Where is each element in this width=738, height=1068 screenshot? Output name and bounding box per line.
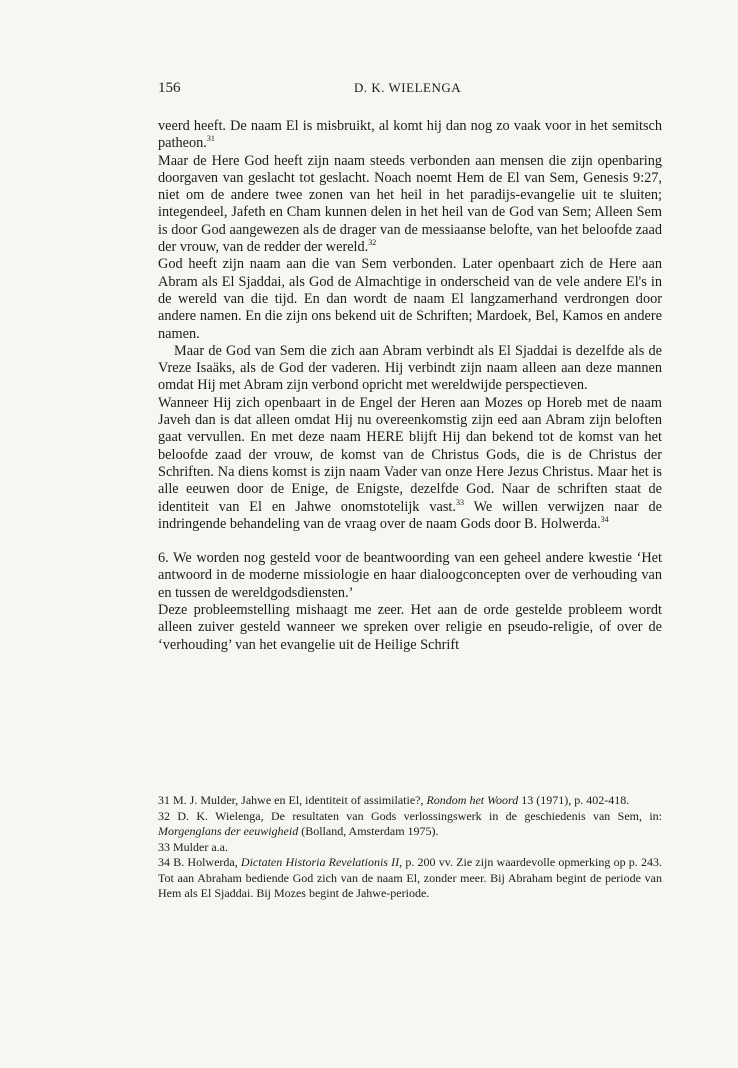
section-paragraph [158, 550, 662, 602]
footnote [158, 793, 662, 809]
paragraph [158, 153, 662, 257]
footnote-text: 34 B. Holwerda, [158, 855, 241, 869]
footnote [158, 840, 662, 856]
footnote-ref: 32 [368, 238, 377, 248]
footnotes [158, 793, 662, 902]
paragraph-text: Maar de Here God heeft zijn naam steeds verbonden aan mensen die zijn openbaring doorgaven van geslacht tot geslacht. Noach noemt Hem de El van Sem, Genesis 9:27, niet om de andere twee zonen van het heil in het paradijs-evangelie uit te sluiten; integendeel, Jafeth en Cham kunnen delen in het heil van de God van Sem; Alleen Sem is door God aangewezen als de drager van de messiaanse belofte, van het beloofde zaad der vrouw, van de redder der wereld. [158, 152, 662, 256]
body-text [158, 118, 662, 654]
paragraph-text: We willen verwijzen naar de indringende behandeling van de vraag over de naam Gods door B. Holwerda. [158, 498, 662, 532]
paragraph-text: 6. We worden nog gesteld voor de beantwoording van een geheel andere kwestie ‘Het antwoord in de moderne missiologie en haar dialoogconcepten over de verhouding van en tussen de wereldgodsdiensten.’ [158, 550, 662, 601]
paragraph-text: veerd heeft. De naam El is misbruikt, al komt hij dan nog zo vaak voor in het semitsch patheon. [158, 118, 662, 152]
paragraph-text: God heeft zijn naam aan die van Sem verbonden. Later openbaart zich de Here aan Abram als El Sjaddai, als God de Almachtige in onderscheid van de vele andere El's in de wereld van die tijd. En dan wordt de naam El langzamerhand verdrongen door andere namen. En die zijn ons bekend uit de Schriften; Mardoek, Bel, Kamos en andere namen. [158, 256, 662, 342]
footnote-text: 31 M. J. Mulder, Jahwe en El, identiteit of assimilatie?, [158, 793, 427, 807]
footnote-text: 32 D. K. Wielenga, De resultaten van Gods verlossingswerk in de geschiedenis van Sem, in: [158, 808, 662, 823]
paragraph [158, 395, 662, 533]
paragraph [158, 602, 662, 654]
footnote-text: 13 (1971), p. 402-418. [518, 793, 630, 807]
paragraph-text: Wanneer Hij zich openbaart in de Engel der Heren aan Mozes op Horeb met de naam Javeh dan is dat alleen omdat Hij nu overeenkomstig zijn eed aan Abram zijn beloften gaat vervullen. En met deze naam HERE blijft Hij dan bekend tot de komst van het beloofde zaad der vrouw, de komst van de Christus Gods, die is de Christus der Schriften. Na diens komst is zijn naam Vader van onze Here Jezus Christus. Maar het is alle eeuwen door de Enige, de Enigste, dezelfde God. Naar de schriften staat de identiteit van El en Jahwe onomstotelijk vast. [158, 394, 662, 515]
running-head: D. K. WIELENGA [354, 80, 462, 95]
footnote-ref: 31 [206, 134, 215, 144]
footnote-text: (Bolland, Amsterdam 1975). [298, 824, 439, 838]
page [158, 80, 662, 654]
page-header [158, 80, 662, 102]
footnote-title: Morgenglans der eeuwigheid [158, 824, 299, 838]
footnote [158, 809, 662, 840]
paragraph-text: Maar de God van Sem die zich aan Abram verbindt als El Sjaddai is dezelfde als de Vreze Isaäks, als de God der vaderen. Hij verbindt zijn naam alleen aan deze mannen omdat Hij met Abram zijn verbond opricht met wereldwijde perspectieven. [158, 342, 662, 394]
footnote-text: , p. 200 vv. Zie zijn waardevolle opmerking op p. 243. Tot aan Abraham bediende God zich van de naam El, zonder meer. Bij Abraham begint de periode van Hem als El Sjaddai. Bij Mozes begint de Jahwe-periode. [158, 855, 662, 900]
paragraph-text: Deze probleemstelling mishaagt me zeer. Het aan de orde gestelde probleem wordt alleen zuiver gesteld wanneer we spreken over religie en pseudo-religie, of over de ‘verhouding’ van het evangelie uit de Heilige Schrift [158, 602, 662, 653]
paragraph [158, 343, 662, 395]
footnote-ref: 34 [600, 515, 609, 525]
paragraph [158, 256, 662, 342]
footnote-text: 33 Mulder a.a. [158, 839, 228, 854]
footnote [158, 855, 662, 902]
footnote-title: Dictaten Historia Revelationis II [240, 855, 400, 869]
page-number: 156 [158, 80, 181, 96]
paragraph [158, 118, 662, 153]
footnote-ref: 33 [455, 497, 464, 507]
footnote-title: Rondom het Woord [426, 793, 519, 807]
